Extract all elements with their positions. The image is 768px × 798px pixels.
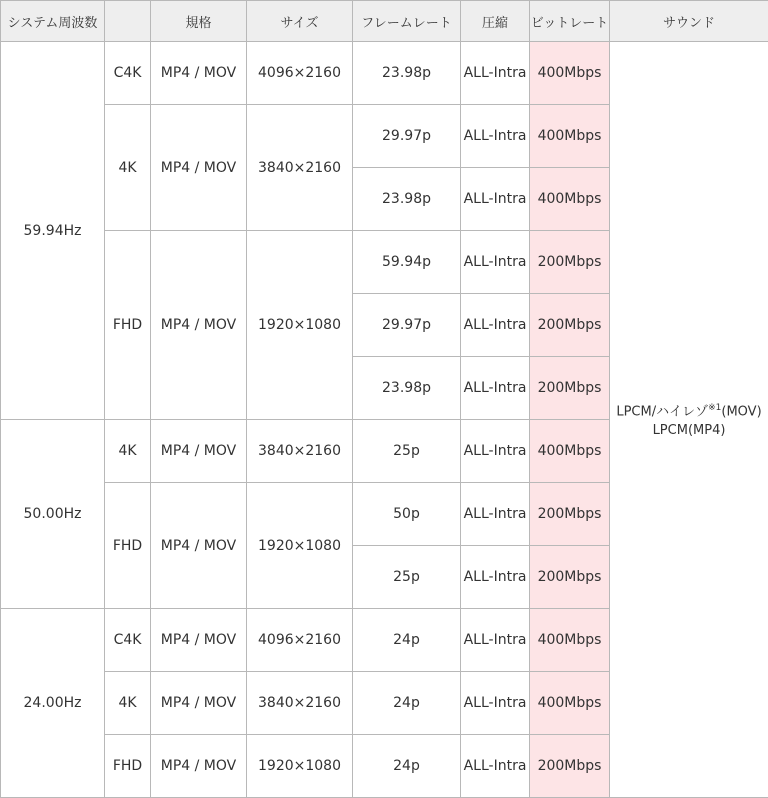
size-cell: 3840×2160 [247,672,353,735]
format-cell: MP4 / MOV [151,105,247,231]
sound-line1-suffix: (MOV) [721,404,761,419]
size-cell: 3840×2160 [247,420,353,483]
header-resolution [105,1,151,42]
size-cell: 3840×2160 [247,105,353,231]
framerate-cell: 23.98p [353,168,461,231]
format-cell: MP4 / MOV [151,42,247,105]
freq-cell [1,420,105,609]
format-cell: MP4 / MOV [151,483,247,609]
compression-cell: ALL-Intra [461,672,530,735]
format-cell: MP4 / MOV [151,609,247,672]
resolution-cell: FHD [105,735,151,798]
header-compression: 圧縮 [461,1,530,42]
resolution-cell: 4K [105,672,151,735]
header-sound: サウンド [610,1,768,42]
compression-cell: ALL-Intra [461,420,530,483]
bitrate-cell: 400Mbps [530,42,610,105]
framerate-cell: 24p [353,672,461,735]
bitrate-cell: 200Mbps [530,231,610,294]
compression-cell: ALL-Intra [461,168,530,231]
resolution-cell: 4K [105,105,151,231]
resolution-cell: FHD [105,231,151,420]
framerate-cell: 29.97p [353,105,461,168]
compression-cell: ALL-Intra [461,609,530,672]
bitrate-cell: 200Mbps [530,483,610,546]
freq-label: 24.00Hz [24,695,82,711]
size-cell: 4096×2160 [247,609,353,672]
header-framerate: フレームレート [353,1,461,42]
table-row [1,42,768,105]
framerate-cell: 24p [353,735,461,798]
compression-cell: ALL-Intra [461,483,530,546]
header-format: 規格 [151,1,247,42]
framerate-cell: 29.97p [353,294,461,357]
compression-cell: ALL-Intra [461,357,530,420]
framerate-cell: 23.98p [353,42,461,105]
bitrate-cell: 400Mbps [530,168,610,231]
bitrate-cell: 200Mbps [530,546,610,609]
format-cell: MP4 / MOV [151,231,247,420]
freq-cell [1,42,105,420]
resolution-cell: C4K [105,609,151,672]
framerate-cell: 25p [353,420,461,483]
sound-footnote-mark: ※1 [708,403,721,413]
framerate-cell: 24p [353,609,461,672]
compression-cell: ALL-Intra [461,546,530,609]
resolution-cell: C4K [105,42,151,105]
format-cell: MP4 / MOV [151,735,247,798]
compression-cell: ALL-Intra [461,231,530,294]
framerate-cell: 25p [353,546,461,609]
freq-cell [1,609,105,798]
bitrate-cell: 400Mbps [530,609,610,672]
resolution-cell: 4K [105,420,151,483]
header-row [1,1,768,42]
bitrate-cell: 400Mbps [530,672,610,735]
format-cell: MP4 / MOV [151,420,247,483]
bitrate-cell: 200Mbps [530,294,610,357]
size-cell: 1920×1080 [247,231,353,420]
freq-label: 50.00Hz [24,506,82,522]
compression-cell: ALL-Intra [461,42,530,105]
sound-line1-prefix: LPCM/ハイレゾ [616,404,708,419]
bitrate-cell: 400Mbps [530,105,610,168]
header-size: サイズ [247,1,353,42]
compression-cell: ALL-Intra [461,105,530,168]
size-cell: 4096×2160 [247,42,353,105]
header-bitrate: ビットレート [530,1,610,42]
bitrate-cell: 200Mbps [530,357,610,420]
size-cell: 1920×1080 [247,735,353,798]
sound-cell [610,42,768,798]
header-system-frequency: システム周波数 [1,1,105,42]
compression-cell: ALL-Intra [461,294,530,357]
format-cell: MP4 / MOV [151,672,247,735]
size-cell: 1920×1080 [247,483,353,609]
framerate-cell: 50p [353,483,461,546]
framerate-cell: 23.98p [353,357,461,420]
sound-line2: LPCM(MP4) [653,423,726,438]
compression-cell: ALL-Intra [461,735,530,798]
framerate-cell: 59.94p [353,231,461,294]
bitrate-cell: 400Mbps [530,420,610,483]
resolution-cell: FHD [105,483,151,609]
bitrate-cell: 200Mbps [530,735,610,798]
freq-label: 59.94Hz [24,223,82,239]
